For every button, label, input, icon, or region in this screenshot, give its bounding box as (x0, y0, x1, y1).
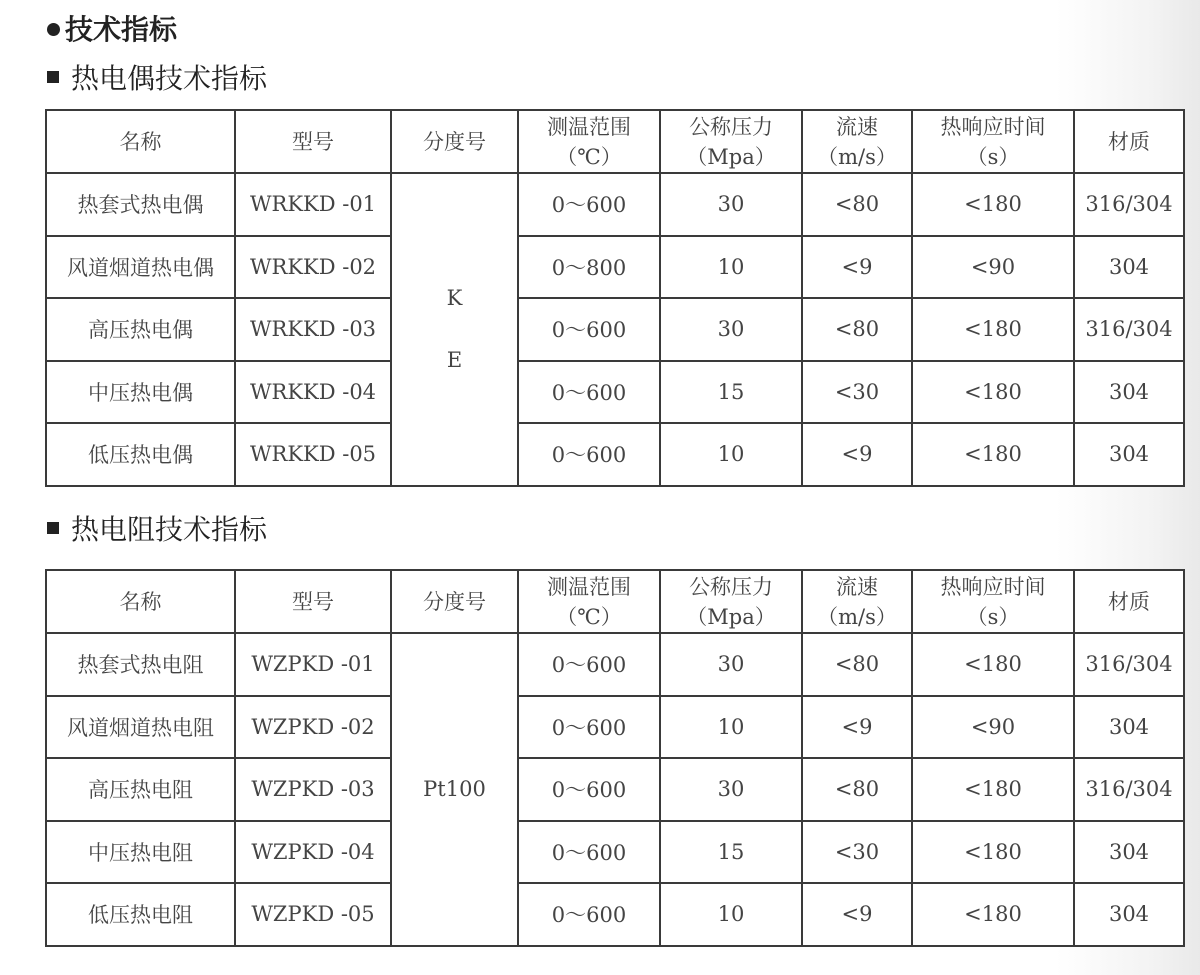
table-row (46, 173, 1184, 236)
column-header (391, 110, 518, 173)
material-cell: 304 (1074, 236, 1184, 299)
flow-cell: <30 (802, 361, 912, 424)
pressure-cell: 10 (660, 883, 802, 946)
table-header (46, 570, 1184, 633)
header-row (46, 570, 1184, 633)
column-header-unit: （m/s） (817, 604, 897, 629)
column-header (46, 570, 235, 633)
flow-cell: <9 (802, 696, 912, 759)
name-cell: 热套式热电阻 (46, 633, 235, 696)
column-header (235, 110, 391, 173)
table-body (46, 173, 1184, 486)
model-cell: WZPKD -05 (235, 883, 391, 946)
model-cell: WZPKD -04 (235, 821, 391, 884)
column-header (1074, 110, 1184, 173)
table-row (46, 758, 1184, 821)
table-row (46, 423, 1184, 486)
response-cell: <180 (912, 173, 1074, 236)
flow-cell: <80 (802, 758, 912, 821)
material-cell: 304 (1074, 821, 1184, 884)
column-header-label: 型号 (292, 129, 334, 154)
response-cell: <180 (912, 633, 1074, 696)
name-cell: 低压热电偶 (46, 423, 235, 486)
material-cell: 316/304 (1074, 758, 1184, 821)
flow-cell: <9 (802, 236, 912, 299)
range-cell: 0～600 (518, 758, 660, 821)
page-title-text: 技术指标 (65, 13, 178, 46)
range-cell: 0～600 (518, 423, 660, 486)
pressure-cell: 30 (660, 173, 802, 236)
pressure-cell: 30 (660, 298, 802, 361)
column-header-label: 流速 (836, 114, 878, 139)
column-header (912, 570, 1074, 633)
column-header (518, 570, 660, 633)
pressure-cell: 30 (660, 758, 802, 821)
pressure-cell: 10 (660, 236, 802, 299)
section-title-rtd (47, 510, 267, 550)
column-header-unit: （s） (966, 604, 1020, 629)
column-header (802, 110, 912, 173)
column-header-unit: （m/s） (817, 144, 897, 169)
range-cell: 0～600 (518, 298, 660, 361)
response-cell: <90 (912, 696, 1074, 759)
response-cell: <180 (912, 758, 1074, 821)
column-header-label: 热响应时间 (940, 114, 1046, 139)
column-header-label: 测温范围 (547, 114, 631, 139)
model-cell: WRKKD -01 (235, 173, 391, 236)
table-row (46, 236, 1184, 299)
column-header-label: 型号 (292, 589, 334, 614)
flow-cell: <80 (802, 173, 912, 236)
column-header-label: 公称压力 (689, 574, 773, 599)
grade-value: Pt100 (423, 777, 486, 802)
grade-value: E (446, 348, 463, 373)
flow-cell: <80 (802, 298, 912, 361)
name-cell: 高压热电偶 (46, 298, 235, 361)
table-row (46, 696, 1184, 759)
material-cell: 304 (1074, 361, 1184, 424)
table-header (46, 110, 1184, 173)
column-header (912, 110, 1074, 173)
response-cell: <90 (912, 236, 1074, 299)
material-cell: 304 (1074, 696, 1184, 759)
model-cell: WRKKD -02 (235, 236, 391, 299)
response-cell: <180 (912, 821, 1074, 884)
column-header (660, 110, 802, 173)
response-cell: <180 (912, 361, 1074, 424)
name-cell: 热套式热电偶 (46, 173, 235, 236)
header-row (46, 110, 1184, 173)
square-bullet-icon (47, 522, 59, 534)
column-header-unit: （℃） (556, 604, 622, 629)
section-title-text: 热电偶技术指标 (71, 62, 268, 95)
pressure-cell: 30 (660, 633, 802, 696)
material-cell: 316/304 (1074, 633, 1184, 696)
column-header (660, 570, 802, 633)
name-cell: 风道烟道热电偶 (46, 236, 235, 299)
response-cell: <180 (912, 298, 1074, 361)
column-header-unit: （℃） (556, 144, 622, 169)
pressure-cell: 10 (660, 423, 802, 486)
table-row (46, 298, 1184, 361)
rtd-spec-table (45, 569, 1185, 947)
range-cell: 0～600 (518, 173, 660, 236)
response-cell: <180 (912, 423, 1074, 486)
column-header-label: 流速 (836, 574, 878, 599)
model-cell: WRKKD -05 (235, 423, 391, 486)
column-header-label: 测温范围 (547, 574, 631, 599)
column-header-label: 热响应时间 (940, 574, 1046, 599)
material-cell: 316/304 (1074, 173, 1184, 236)
section-title-thermocouple (47, 59, 267, 99)
column-header-label: 材质 (1108, 129, 1150, 154)
column-header-unit: （s） (966, 144, 1020, 169)
range-cell: 0～600 (518, 821, 660, 884)
pressure-cell: 15 (660, 821, 802, 884)
flow-cell: <80 (802, 633, 912, 696)
table-row (46, 883, 1184, 946)
column-header-label: 分度号 (423, 589, 486, 614)
model-cell: WZPKD -03 (235, 758, 391, 821)
range-cell: 0～600 (518, 633, 660, 696)
table-body (46, 633, 1184, 946)
column-header (235, 570, 391, 633)
grade-cell (391, 173, 518, 486)
bullet-dot-icon (47, 23, 60, 36)
column-header-label: 公称压力 (689, 114, 773, 139)
pressure-cell: 15 (660, 361, 802, 424)
table-row (46, 361, 1184, 424)
model-cell: WZPKD -02 (235, 696, 391, 759)
column-header-unit: （Mpa） (686, 144, 776, 169)
range-cell: 0～600 (518, 361, 660, 424)
model-cell: WRKKD -03 (235, 298, 391, 361)
range-cell: 0～800 (518, 236, 660, 299)
column-header (518, 110, 660, 173)
column-header (1074, 570, 1184, 633)
column-header (46, 110, 235, 173)
range-cell: 0～600 (518, 883, 660, 946)
flow-cell: <9 (802, 883, 912, 946)
name-cell: 低压热电阻 (46, 883, 235, 946)
flow-cell: <30 (802, 821, 912, 884)
column-header (391, 570, 518, 633)
thermocouple-spec-table (45, 109, 1185, 487)
column-header (802, 570, 912, 633)
name-cell: 中压热电阻 (46, 821, 235, 884)
column-header-label: 名称 (119, 129, 162, 154)
material-cell: 316/304 (1074, 298, 1184, 361)
column-header-label: 材质 (1108, 589, 1150, 614)
square-bullet-icon (47, 71, 59, 83)
name-cell: 高压热电阻 (46, 758, 235, 821)
flow-cell: <9 (802, 423, 912, 486)
column-header-label: 分度号 (423, 129, 486, 154)
section-title-text: 热电阻技术指标 (71, 513, 268, 546)
page-title (47, 10, 177, 50)
model-cell: WZPKD -01 (235, 633, 391, 696)
material-cell: 304 (1074, 883, 1184, 946)
grade-cell (391, 633, 518, 946)
response-cell: <180 (912, 883, 1074, 946)
column-header-label: 名称 (119, 589, 162, 614)
model-cell: WRKKD -04 (235, 361, 391, 424)
material-cell: 304 (1074, 423, 1184, 486)
pressure-cell: 10 (660, 696, 802, 759)
name-cell: 风道烟道热电阻 (46, 696, 235, 759)
column-header-unit: （Mpa） (686, 604, 776, 629)
range-cell: 0～600 (518, 696, 660, 759)
grade-value: K (446, 286, 463, 311)
table-row (46, 633, 1184, 696)
name-cell: 中压热电偶 (46, 361, 235, 424)
table-row (46, 821, 1184, 884)
